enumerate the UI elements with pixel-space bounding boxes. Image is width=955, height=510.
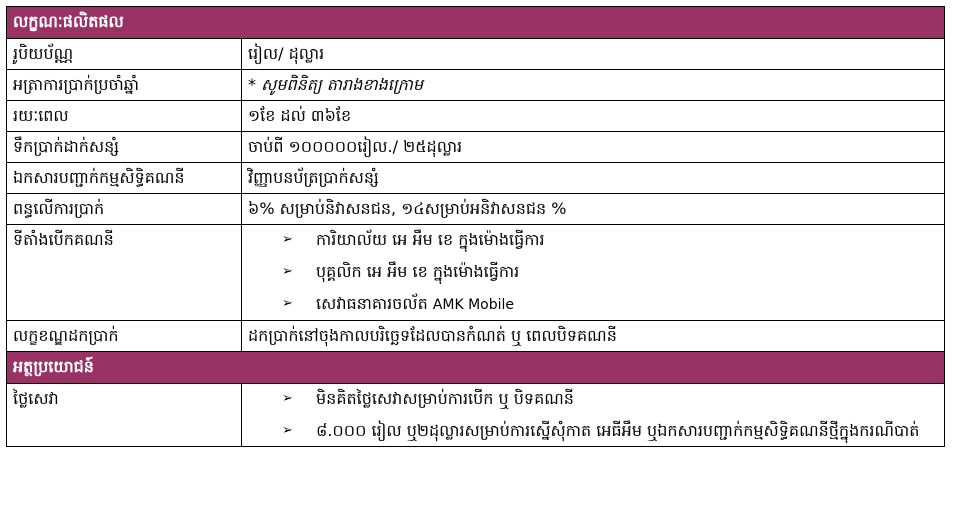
list-item-text: ការិយាល័យ អេ អឹម ខេ ក្នុងម៉ោងធ្វើការ xyxy=(316,230,545,249)
list-item xyxy=(282,260,936,284)
row-label: ឯកសារបញ្ជាក់កម្មសិទ្ធិគណនី xyxy=(7,163,242,194)
section-header-benefits xyxy=(7,352,945,384)
section-title: លក្ខណៈផលិតផល xyxy=(7,7,945,39)
table-row-deposit-amount xyxy=(7,132,945,163)
row-value: * សូមពិនិត្យ តារាងខាងក្រោម xyxy=(242,70,945,101)
table-row-interest-rate xyxy=(7,70,945,101)
list-item-text: ៨.០០០ រៀល ឬ២ដុល្លារសម្រាប់ការស្នើសុំកាត អេធីអឹម ឬឯកសារបញ្ជាក់កម្មសិទ្ធិគណនីថ្មីក្នុងករណីបាត់ xyxy=(316,421,920,440)
row-label: រូបិយប័ណ្ណ xyxy=(7,39,242,70)
list-item xyxy=(282,419,936,443)
list-item-text: សេវាធនាគារចល័ត xyxy=(316,294,428,313)
table-row-currency xyxy=(7,39,945,70)
row-label: លក្ខខណ្ឌដកប្រាក់ xyxy=(7,321,242,352)
table-row-term xyxy=(7,101,945,132)
table-row-service-fees xyxy=(7,384,945,447)
table-row-ownership-document xyxy=(7,163,945,194)
table-row-withdrawal-conditions xyxy=(7,321,945,352)
product-features-table xyxy=(6,6,945,447)
row-label: អត្រាការប្រាក់ប្រចាំឆ្នាំ xyxy=(7,70,242,101)
arrow-bullet-icon: ➢ xyxy=(282,391,293,406)
row-value: ៦% សម្រាប់និវាសនជន, ១៤សម្រាប់អនិវាសនជន % xyxy=(242,194,945,225)
row-label: ថ្លៃសេវា xyxy=(7,384,242,447)
list-item xyxy=(282,387,936,411)
row-value: ដកប្រាក់នៅចុងកាលបរិច្ឆេទដែលបានកំណត់ ឬ ពេលបិទគណនី xyxy=(242,321,945,352)
arrow-bullet-icon: ➢ xyxy=(282,296,293,311)
list-item-text: មិនគិតថ្លៃសេវាសម្រាប់ការបើក ឬ បិទគណនី xyxy=(316,389,574,408)
row-label: ពន្ធលើការប្រាក់ xyxy=(7,194,242,225)
table-row-interest-tax xyxy=(7,194,945,225)
section-title: អត្ថប្រយោជន៍ xyxy=(7,352,945,384)
row-value xyxy=(242,384,945,447)
list-item xyxy=(282,228,936,252)
row-label: ទីតាំងបើកគណនី xyxy=(7,225,242,321)
arrow-bullet-icon: ➢ xyxy=(282,232,293,247)
fee-list xyxy=(248,387,936,443)
row-value: ចាប់ពី ១០០០០០រៀល./ ២៥ដុល្លារ xyxy=(242,132,945,163)
location-list xyxy=(248,228,936,317)
arrow-bullet-icon: ➢ xyxy=(282,423,293,438)
row-value xyxy=(242,225,945,321)
row-label: រយៈពេល xyxy=(7,101,242,132)
row-value: រៀល/ ដុល្លារ xyxy=(242,39,945,70)
row-value: ១ខែ ដល់ ៣៦ខែ xyxy=(242,101,945,132)
section-header-product-features xyxy=(7,7,945,39)
list-item-text: បុគ្គលិក អេ អឹម ខេ ក្នុងម៉ោងធ្វើការ xyxy=(316,262,520,281)
list-item xyxy=(282,292,936,317)
arrow-bullet-icon: ➢ xyxy=(282,264,293,279)
row-value: វិញ្ញាបនប័ត្រប្រាក់សន្សំ xyxy=(242,163,945,194)
row-label: ទឹកប្រាក់ដាក់សន្សំ xyxy=(7,132,242,163)
list-item-app-name: AMK Mobile xyxy=(432,297,515,313)
table-row-account-opening-location xyxy=(7,225,945,321)
